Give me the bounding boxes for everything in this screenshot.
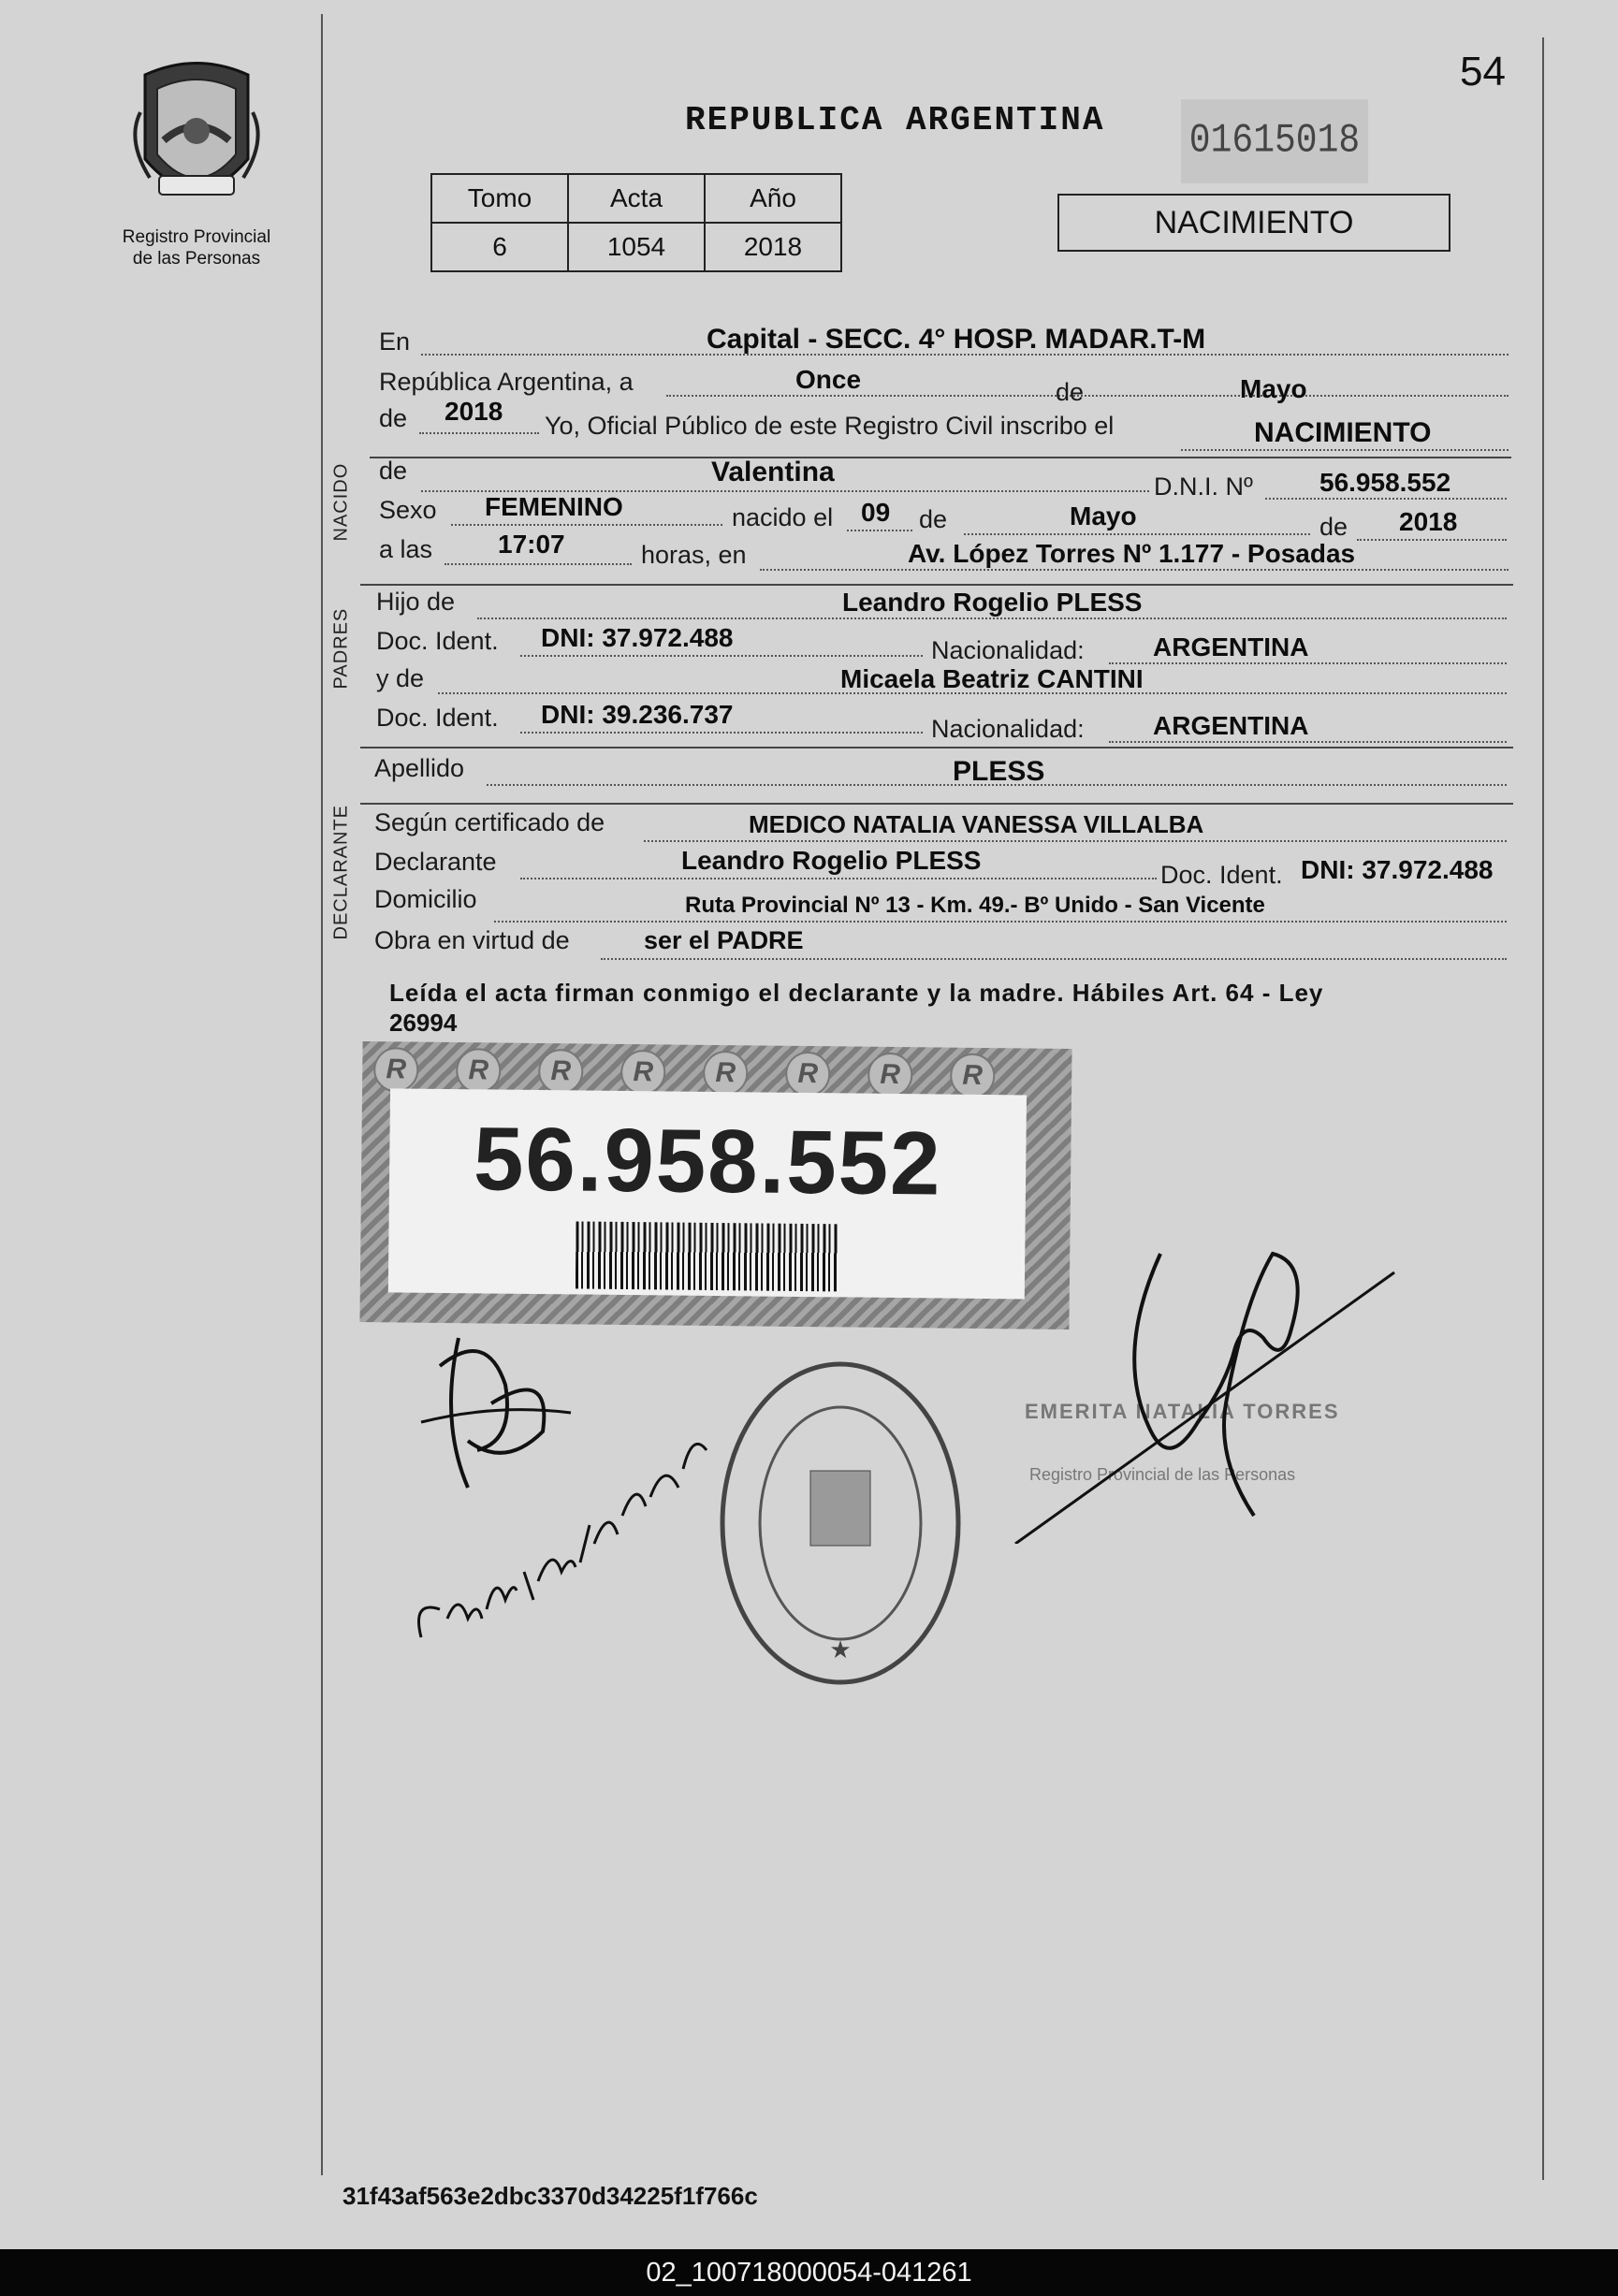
nacido-label: nacido el [732, 503, 834, 531]
registry-table [430, 173, 842, 272]
footer-bar [0, 2249, 1618, 2296]
dotted-line [445, 563, 632, 565]
horas-label: horas, en [641, 541, 747, 569]
nombre-value: Valentina [711, 457, 835, 487]
section-nacido: NACIDO [330, 462, 352, 542]
doc-label-padre: Doc. Ident. [376, 627, 499, 655]
mother-signature [402, 1338, 721, 1675]
republica-label: República Argentina, a [379, 368, 634, 396]
padre-doc: DNI: 37.972.488 [541, 623, 734, 652]
domicilio-value: Ruta Provincial Nº 13 - Km. 49.- Bº Unido - San Vicente [685, 893, 1265, 918]
anio-value: 2018 [705, 223, 841, 271]
alas-label: a las [379, 535, 433, 563]
de-label-3: de [379, 457, 408, 485]
dotted-line [601, 958, 1507, 960]
obra-label: Obra en virtud de [374, 926, 570, 954]
barcode [576, 1221, 838, 1291]
dotted-line [1265, 498, 1507, 500]
r-mark: R [950, 1054, 996, 1099]
apellido-label: Apellido [374, 754, 465, 782]
official-signature [1011, 1244, 1404, 1544]
nacionalidad-label-madre: Nacionalidad: [931, 715, 1085, 743]
dotted-line [1357, 539, 1507, 541]
dotted-line [760, 569, 1509, 571]
dotted-line [477, 618, 1507, 619]
dotted-line [644, 840, 1507, 842]
r-mark: R [867, 1053, 913, 1098]
en-label: En [379, 327, 411, 356]
dotted-line [847, 530, 912, 531]
nacido-year: 2018 [1399, 507, 1458, 536]
acta-value: 1054 [568, 223, 705, 271]
section-separator [370, 457, 1511, 458]
dotted-line [520, 732, 923, 734]
month-value: Mayo [1240, 374, 1307, 403]
obra-value: ser el PADRE [644, 926, 804, 954]
inscribo-value: NACIMIENTO [1254, 417, 1432, 448]
provincial-logo [122, 56, 271, 225]
madre-value: Micaela Beatriz CANTINI [840, 664, 1144, 693]
declarante-value: Leandro Rogelio PLESS [681, 846, 982, 875]
r-mark: R [538, 1049, 584, 1095]
record-type-box: NACIMIENTO [1057, 194, 1450, 252]
logo-caption-2: de las Personas [132, 249, 261, 269]
certificado-label: Según certificado de [374, 808, 605, 836]
dotted-line [451, 524, 722, 526]
section-separator [360, 803, 1513, 805]
certificado-value: MEDICO NATALIA VANESSA VILLALBA [749, 810, 1204, 838]
year-value: 2018 [445, 397, 503, 426]
de-label-1: de [1056, 378, 1085, 406]
sticker-dni: 56.958.552 [473, 1109, 943, 1214]
doc-label-madre: Doc. Ident. [376, 704, 499, 732]
declarante-doc: DNI: 37.972.488 [1301, 855, 1494, 884]
padre-nac: ARGENTINA [1153, 632, 1309, 661]
sticker-inner [388, 1088, 1027, 1299]
r-mark: R [703, 1051, 749, 1097]
dotted-line [964, 533, 1310, 535]
r-mark: R [456, 1048, 502, 1094]
document-id: 02_100718000054-041261 [646, 2258, 972, 2288]
de-label-2: de [379, 404, 408, 432]
dotted-line [419, 432, 539, 434]
nacionalidad-label-padre: Nacionalidad: [931, 636, 1085, 664]
serial-number: 01615018 [1181, 99, 1368, 183]
tomo-value: 6 [431, 223, 568, 271]
logo-caption-1: Registro Provincial [122, 227, 271, 247]
dotted-line [1109, 741, 1507, 743]
section-declarante: DECLARANTE [330, 805, 352, 940]
r-mark: R [620, 1050, 666, 1096]
official-title: Registro Provincial de las Personas [1029, 1465, 1296, 1484]
sexo-label: Sexo [379, 496, 437, 524]
dotted-line [666, 395, 1509, 397]
dotted-line [520, 655, 923, 657]
en-value: Capital - SECC. 4° HOSP. MADAR.T-M [707, 324, 1206, 355]
r-mark: R [785, 1052, 831, 1097]
hijo-label: Hijo de [376, 588, 456, 616]
r-mark: R [373, 1047, 419, 1093]
apellido-value: PLESS [953, 756, 1045, 787]
madre-nac: ARGENTINA [1153, 711, 1309, 740]
svg-text:★: ★ [829, 1636, 852, 1664]
tomo-header: Tomo [431, 174, 568, 223]
section-separator [360, 584, 1513, 586]
de-label-4: de [919, 505, 948, 533]
de-label-5: de [1319, 513, 1348, 541]
declarante-label: Declarante [374, 848, 497, 876]
padre-value: Leandro Rogelio PLESS [842, 588, 1143, 617]
country-title: REPUBLICA ARGENTINA [685, 101, 1105, 139]
doc-label-declarante: Doc. Ident. [1160, 861, 1283, 889]
right-margin-line [1542, 37, 1544, 2180]
domicilio-label: Domicilio [374, 885, 477, 913]
hora-value: 17:07 [498, 530, 565, 559]
closing-line-1: Leída el acta firman conmigo el declarante y la madre. Hábiles Art. 64 - Ley [389, 979, 1324, 1007]
anio-header: Año [705, 174, 841, 223]
closing-line-2: 26994 [389, 1009, 458, 1037]
acta-header: Acta [568, 174, 705, 223]
madre-doc: DNI: 39.236.737 [541, 700, 734, 729]
dotted-line [1109, 662, 1507, 664]
dotted-line [1181, 449, 1509, 451]
yde-label: y de [376, 664, 425, 692]
lugar-value: Av. López Torres Nº 1.177 - Posadas [908, 539, 1356, 568]
oficial-text: Yo, Oficial Público de este Registro Civil inscribo el [545, 412, 1115, 440]
page-number: 54 [1460, 49, 1506, 94]
left-margin-line [321, 14, 323, 2175]
section-separator [360, 747, 1513, 748]
day-value: Once [795, 365, 862, 394]
official-seal [717, 1359, 964, 1688]
official-name: EMERITA NATALIA TORRES [1025, 1400, 1340, 1423]
dni-value: 56.958.552 [1319, 468, 1451, 497]
dotted-line [520, 878, 1157, 879]
section-padres: PADRES [330, 607, 352, 690]
document-hash: 31f43af563e2dbc3370d34225f1f766c [343, 2182, 758, 2210]
sexo-value: FEMENINO [485, 492, 623, 521]
dni-sticker [359, 1041, 1071, 1330]
nacido-day: 09 [861, 498, 891, 527]
dni-label: D.N.I. Nº [1154, 472, 1253, 501]
nacido-month: Mayo [1070, 501, 1137, 530]
dotted-line [494, 921, 1507, 923]
